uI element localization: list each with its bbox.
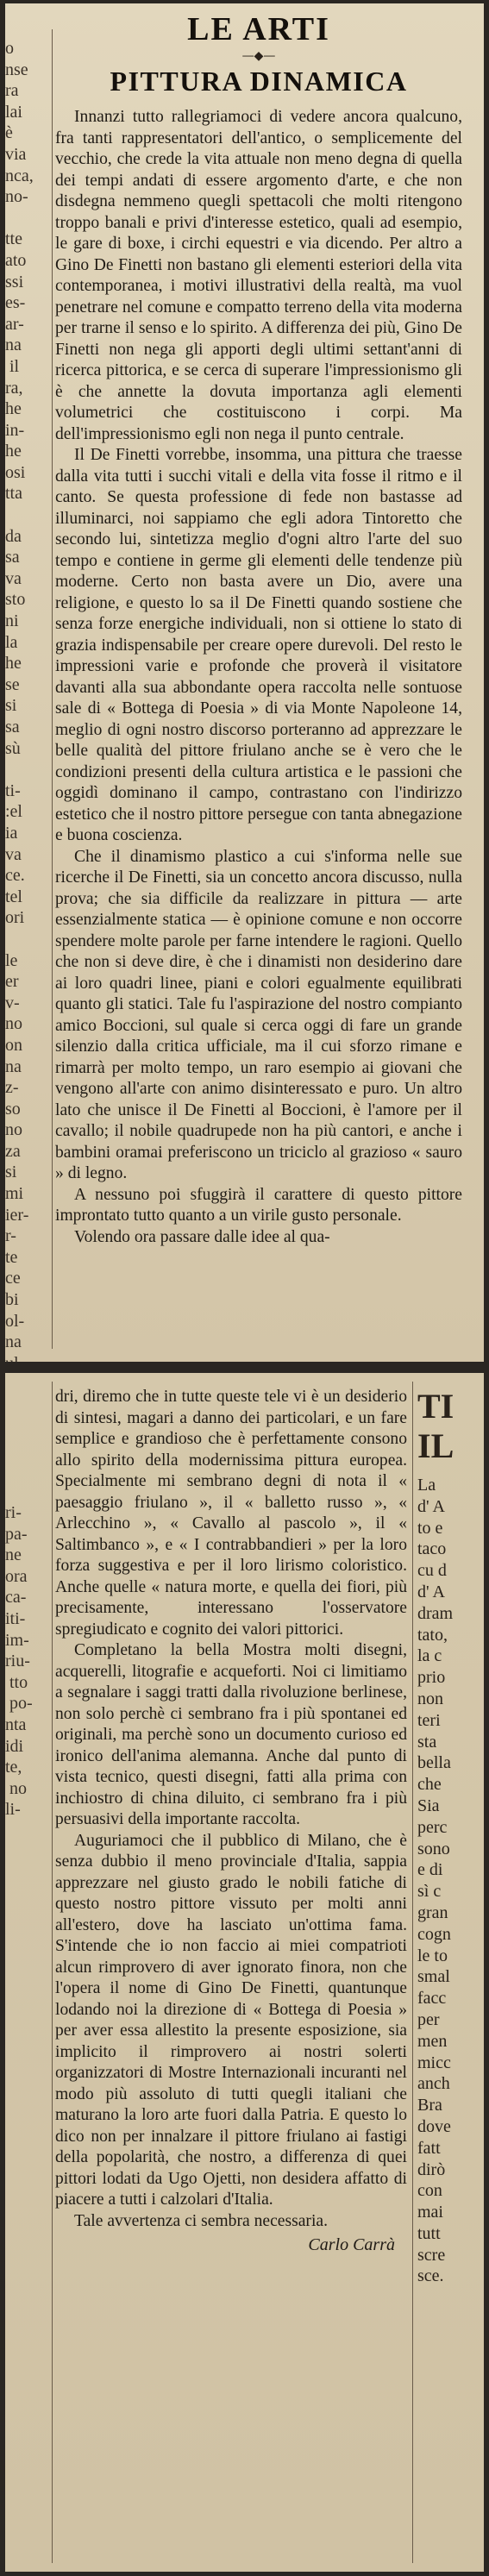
article-column-top bbox=[55, 10, 462, 1248]
right-fragment-header: TI IL bbox=[417, 1387, 455, 1465]
article-column-bottom bbox=[55, 1387, 407, 2255]
paragraph: Che il dinamismo plastico a cui s'informa nelle sue ricerche il De Finetti, sia un concetto ancora discusso, nulla prova; che sia difficile da realizzare in pittura — arte essenzialmente statica — è opinione comune e non occorre spendere molte parole per farne intendere le ragioni. Quello che non si deve dire, è che i dinamisti non desiderino dare ai loro quadri linee, piani e colori egualmente equilibrati quanto gli statici. Tale fu l'aspirazione del nostro compianto amico Boccioni, sul quale si cerca oggi di fare un grande silenzio dalla critica ufficiale, ma il cui sforzo rimane e rimarrà per molto tempo, un raro esempio ai giovani che vengono all'arte con animo disinteressato e puro. Un altro lato che unisce il De Finetti al Boccioni, è l'amore per il cavallo; il nobile quadrupede non ha più cantori, e anche i bambini oramai preferiscono un triciclo al grazioso « sauro » di legno. bbox=[55, 847, 462, 1182]
title-ornament: —◆— bbox=[241, 49, 276, 63]
article-headline: PITTURA DINAMICA bbox=[110, 66, 408, 97]
clipping-top bbox=[5, 3, 484, 1362]
left-fragment-column: o nse ra lai è via nca, no- tte ato ssi es- ar- na il ra, he in- he osi tta da sa va sto ni la he se si sa sù ti- :el ia va ce. tel ori le er v- no on na z- so no za si mi ier- r- te ce bi ol- na bbox=[5, 39, 34, 1352]
paragraph: dri, diremo che in tutte queste tele vi è un desiderio di sintesi, magari a danno dei particolari, e un fare semplice e grandioso che è perfettamente consono allo spirito della modernissima pittura europea. Specialmente mi sembrano degni di nota il « paesaggio friulano », il « balletto russo », « Arlecchino », « Cavallo al pascolo », il « Saltimbanco », e « I contrabbandieri » per la loro forza suggestiva e per il loro lirismo coloristico. Anche quelle « natura morte, e quella dei fiori, più precisamente, interessano l'osservatore spregiudicato e cognito dei valori pittorici. bbox=[55, 1388, 407, 1639]
paragraph: Tale avvertenza ci sembra necessaria. bbox=[74, 2211, 328, 2230]
paragraph: Auguriamoci che il pubblico di Milano, che è senza dubbio il meno provinciale d'Italia, sappia apprezzare nel giusto grado le nobili fatiche di questo nostro pittore vissuto per molti anni all'estero, dove ha lasciato un'ottima fama. S'intende che io non faccio ai miei compatrioti alcun rimprovero di aver ignorato finora, non che l'opera il nome di Gino De Finetti, quantunque lodando noi la direzione di « Bottega di Poesia » per aver essa allestito la presente esposizione, sia implicito il rimprovero ai nostri solerti organizzatori di Mostre Internazionali incuranti nel modo più assoluto di tutti quegli italiani che maturano la loro arte fuori dalla Patria. E questo lo dico non per innalzare il pittore friulano ai fastigi della popolarità, che nostro, a differenza di quei pittori lodati da Ugo Ojetti, non desidera affatto di piacere a tutti i calzolari d'Italia. bbox=[55, 1831, 407, 2209]
right-fragment-column bbox=[417, 1387, 483, 2568]
paragraph: Volendo ora passare dalle idee al qua- bbox=[74, 1227, 330, 1246]
article-body-top bbox=[55, 107, 462, 1248]
paragraph: Il De Finetti vorrebbe, insomma, una pittura che traesse dalla vita tutti i succhi vitali e della vita fosse il ritmo e il canto. Se questa professione di fede non bastasse ad illuminarci, noi sappiamo che egli adora Tintoretto che secondo lui, sintetizza meglio d'ogni altro l'arte del suo tempo e contiene in germe gli elementi delle tendenze più moderne. Certo non basta avere un Dio, avere una religione, e questo lo sa il De Finetti quando sostiene che senza forze energiche individuali, non si ottiene lo stato di grazia indispensabile per creare opere durevoli. Del resto le impressioni varie e profonde che proverà il visitatore davanti alla sua abbondante opera raccolta nelle sontuose sale di « Bottega di Poesia » di via Monte Napoleone 14, meglio di ogni nostro discorso porteranno ad apprezzare le belle qualità del pittore friulano anche se è vero che le condizioni presenti della cultura artistica e le passioni che oggidì dominano il campo, contrastano con l'indirizzo estetico che il nostro pittore persegue con tanta abnegazione e buona coscienza. bbox=[55, 446, 462, 844]
paragraph: Completano la bella Mostra molti disegni, acquerelli, litografie e acqueforti. Noi ci limitiamo a segnalare i saggi tratti dalla rivoluzione berlinese, non solo perchè ci sembrano fra i più spontanei ed originali, ma perchè sono un documento curioso ed ironico dell'anima alemanna. Anche dal punto di vista tecnico, questi disegni, fatti alla prima con inchiostro di china diluito, ci sembrano fra i più persuasivi della importante raccolta. bbox=[55, 1641, 407, 1828]
right-fragment-lines: La d' A to e taco cu d d' A dram tato, la c prio non teri sta bella che Sia perc sono e di sì c gran cogn le to smal facc per men micc anch Bra dove fatt dirò con mai tutt scre sce. bbox=[417, 1476, 454, 2286]
article-body-bottom bbox=[55, 1387, 407, 2232]
left-fragment-column-lower: ri- pa- ne ora ca- iti- im- riu- tto po- nta idi te, no li- bbox=[5, 1502, 33, 1820]
newspaper-sheet bbox=[5, 3, 484, 2572]
paragraph: A nessuno poi sfuggirà il carattere di questo pittore improntato tutto quanto a un virile gusto personale. bbox=[55, 1185, 462, 1225]
article-section-title: LE ARTI bbox=[187, 11, 330, 47]
column-divider bbox=[52, 29, 53, 1349]
clipping-gap bbox=[5, 1362, 484, 1373]
paragraph: Innanzi tutto rallegriamoci di vedere ancora qualcuno, fra tanti rappresentatori dell'antico, o semplicemente del vecchio, che crede la vita attuale non meno degna di quella dei tempi andati di essere argomento d'arte, e che non disdegna nemmeno quegli spettacoli che molti ritengono troppo banali e privi d'interesse estetico, quali ad esempio, le gare di boxe, i circhi equestri e via dicendo. Per altro a Gino De Finetti non bastano gli elementi esteriori della vita contemporanea, i motivi illustrativi della realtà, ma vuol penetrare nel comune e compatto terreno della vita moderna per trarne il senso e lo spirito. A differenza dei più, Gino De Finetti non nega gli apporti degli ultimi settant'anni di ricerca pittorica, e se cerca di superare l'impressionismo gli è che annette la dovuta importanza agli elementi volumetrici che costituiscono i corpi. Ma dell'impressionismo egli non nega il punto centrale. bbox=[55, 108, 462, 443]
author-signature: Carlo Carrà bbox=[308, 2235, 395, 2254]
column-divider-lower bbox=[52, 1382, 53, 2563]
column-divider-right bbox=[412, 1382, 413, 2563]
